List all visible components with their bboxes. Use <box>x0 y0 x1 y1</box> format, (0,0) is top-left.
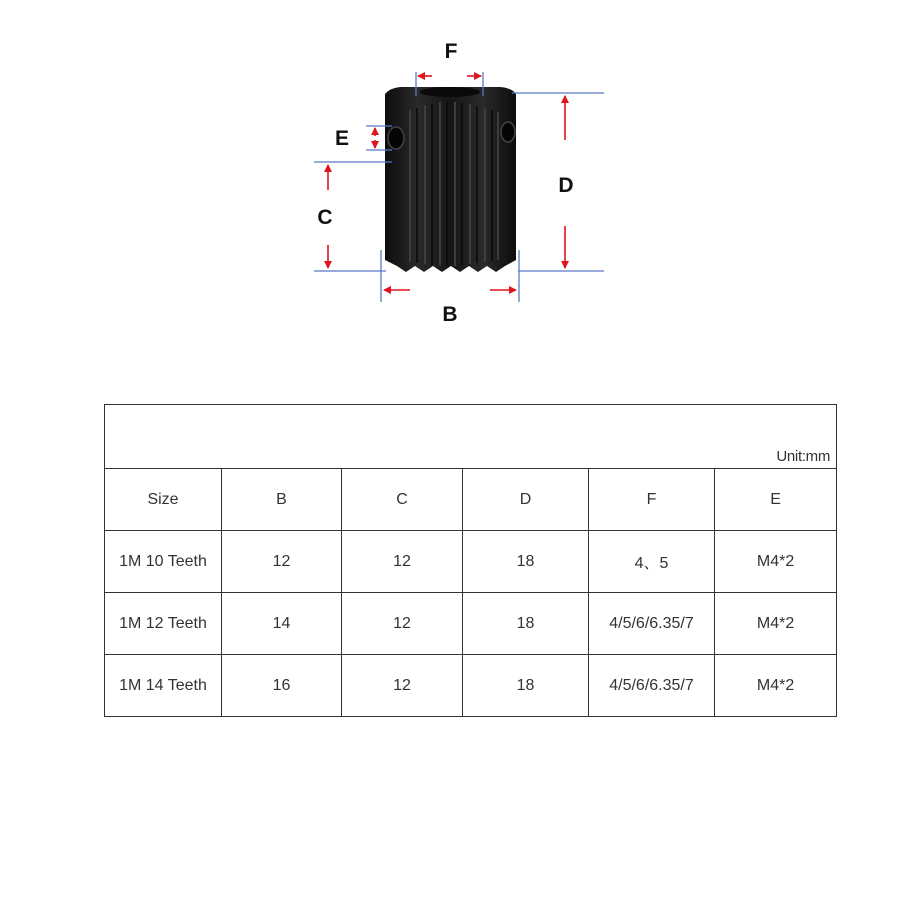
unit-label: Unit:mm <box>105 405 837 469</box>
header-cell: D <box>463 469 589 531</box>
dimension-label-d: D <box>558 174 574 197</box>
header-cell: F <box>589 469 715 531</box>
dimension-label-c: C <box>317 206 333 229</box>
table-cell: 12 <box>222 531 342 593</box>
dimension-label-f: F <box>444 40 458 63</box>
spur-gear-image <box>385 87 516 272</box>
table-cell: 18 <box>463 655 589 717</box>
header-cell: E <box>715 469 837 531</box>
table-cell: 12 <box>342 593 463 655</box>
size-cell: 1M 12 Teeth <box>105 593 222 655</box>
table-cell: 18 <box>463 593 589 655</box>
table-row <box>105 593 837 655</box>
header-row <box>105 469 837 531</box>
table-cell: M4*2 <box>715 655 837 717</box>
table-cell: 16 <box>222 655 342 717</box>
header-cell: Size <box>105 469 222 531</box>
table-cell: 14 <box>222 593 342 655</box>
table-cell: M4*2 <box>715 593 837 655</box>
table-cell: 18 <box>463 531 589 593</box>
size-cell: 1M 14 Teeth <box>105 655 222 717</box>
table-cell: 4/5/6/6.35/7 <box>589 593 715 655</box>
unit-row <box>105 405 837 469</box>
table-cell: 4、5 <box>589 531 715 593</box>
table-cell: 12 <box>342 531 463 593</box>
table-row <box>105 655 837 717</box>
table-cell: 12 <box>342 655 463 717</box>
dimension-label-b: B <box>442 303 458 326</box>
dimension-label-e: E <box>334 127 350 150</box>
table-row <box>105 531 837 593</box>
spec-table <box>104 404 837 717</box>
table-cell: 4/5/6/6.35/7 <box>589 655 715 717</box>
header-cell: C <box>342 469 463 531</box>
header-cell: B <box>222 469 342 531</box>
size-cell: 1M 10 Teeth <box>105 531 222 593</box>
table-cell: M4*2 <box>715 531 837 593</box>
gear-dimension-diagram <box>0 0 900 340</box>
